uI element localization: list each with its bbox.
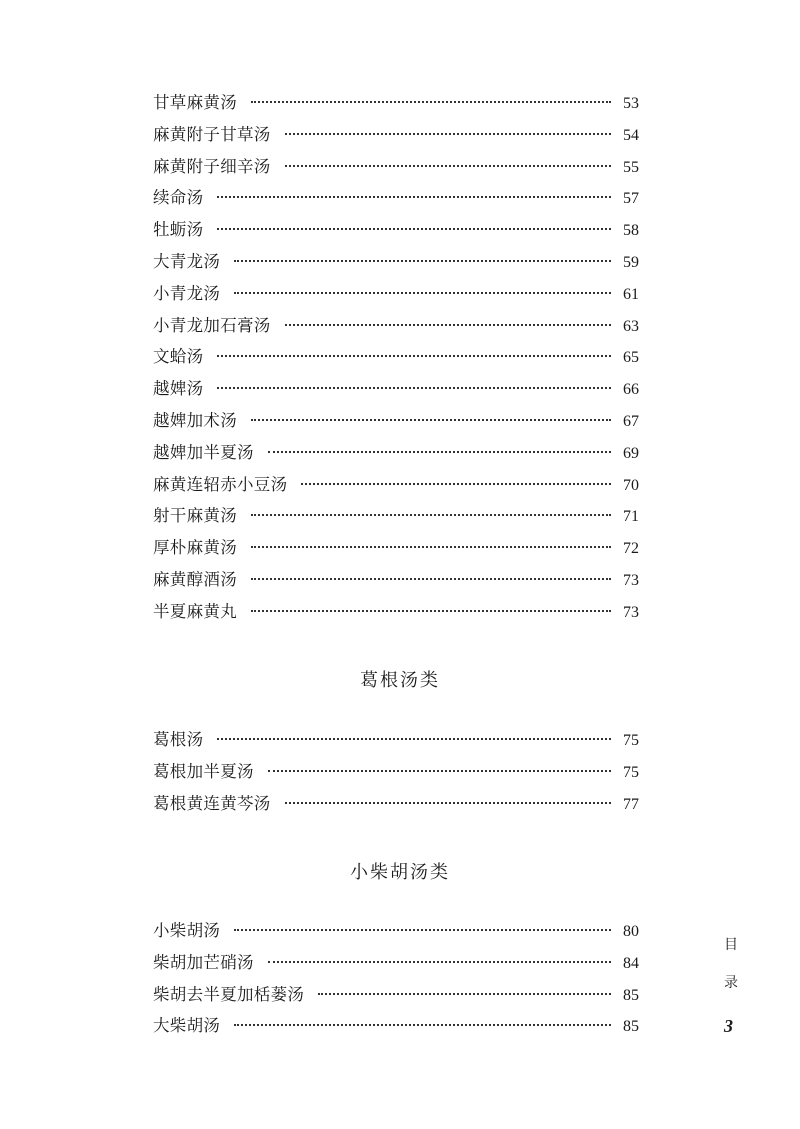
toc-entry[interactable]: [153, 469, 639, 501]
toc-entry-page: 69: [623, 444, 639, 462]
section-heading-xiaochaihu: 小柴胡汤类: [350, 862, 450, 883]
toc-entry-page: 54: [623, 126, 639, 144]
dot-leader: [234, 928, 611, 931]
toc-entry-title: 厚朴麻黄汤: [153, 538, 237, 558]
toc-entry-title: 甘草麻黄汤: [153, 93, 237, 112]
dot-leader: [217, 354, 611, 357]
toc-entry[interactable]: [153, 437, 639, 469]
dot-leader: [251, 577, 611, 580]
dot-leader: [217, 195, 611, 198]
section-heading-gegen: 葛根汤类: [360, 670, 440, 691]
toc-entry-page: 77: [623, 795, 639, 813]
toc-section-gegen: [153, 724, 639, 819]
toc-entry-title: 麻黄连轺赤小豆汤: [153, 474, 288, 494]
toc-entry-page: 73: [623, 571, 639, 589]
toc-entry-title: 越婢加术汤: [153, 410, 237, 430]
toc-entry-page: 55: [623, 158, 639, 176]
toc-entry-title: 半夏麻黄丸: [153, 601, 237, 621]
toc-entry-title: 小青龙汤: [153, 283, 221, 303]
toc-entry[interactable]: [153, 341, 639, 373]
toc-entry-title: 越婢汤: [153, 379, 204, 399]
toc-entry-page: 72: [623, 540, 639, 558]
toc-entry-title: 葛根加半夏汤: [153, 761, 254, 781]
toc-entry-title: 越婢加半夏汤: [153, 442, 254, 462]
dot-leader: [234, 291, 611, 294]
running-head-char-2: 录: [724, 975, 738, 991]
toc-entry-title: 大柴胡汤: [153, 1016, 221, 1036]
toc-entry-page: 66: [623, 381, 639, 399]
toc-entry[interactable]: [153, 119, 639, 151]
dot-leader: [285, 164, 611, 167]
dot-leader: [217, 386, 611, 389]
toc-entry-page: 65: [623, 349, 639, 367]
toc-entry-page: 57: [623, 190, 639, 208]
toc-entry[interactable]: [153, 756, 639, 788]
dot-leader: [251, 513, 611, 516]
toc-entry[interactable]: [153, 1010, 639, 1042]
dot-leader: [285, 801, 611, 804]
toc-entry-page: 53: [623, 95, 639, 112]
toc-entry-title: 大青龙汤: [153, 251, 221, 271]
toc-entry-page: 75: [623, 763, 639, 781]
toc-entry-title: 射干麻黄汤: [153, 506, 237, 526]
toc-entry-title: 小青龙加石膏汤: [153, 315, 271, 335]
toc-entry-page: 73: [623, 603, 639, 621]
dot-leader: [251, 545, 611, 548]
dot-leader: [234, 1023, 611, 1026]
toc-entry-page: 71: [623, 508, 639, 526]
page-number: 3: [724, 1016, 733, 1036]
toc-entry-title: 葛根黄连黄芩汤: [153, 793, 271, 813]
running-head-char-1: 目: [724, 937, 738, 953]
toc-entry-title: 续命汤: [153, 188, 204, 208]
toc-entry[interactable]: [153, 724, 639, 756]
toc-entry-page: 84: [623, 954, 639, 972]
dot-leader: [251, 418, 611, 421]
dot-leader: [268, 960, 611, 963]
toc-entry[interactable]: [153, 788, 639, 820]
toc-entry-page: 61: [623, 285, 639, 303]
toc-entry-page: 80: [623, 923, 639, 940]
toc-entry[interactable]: [153, 373, 639, 405]
dot-leader: [301, 482, 611, 485]
toc-entry[interactable]: [153, 596, 639, 628]
dot-leader: [285, 323, 611, 326]
toc-entry[interactable]: [153, 151, 639, 183]
toc-entry[interactable]: [153, 182, 639, 214]
dot-leader: [234, 259, 611, 262]
dot-leader: [318, 992, 611, 995]
toc-entry-title: 麻黄附子细辛汤: [153, 156, 271, 176]
toc-entry[interactable]: [153, 214, 639, 246]
toc-entry-title: 柴胡去半夏加栝蒌汤: [153, 984, 305, 1004]
toc-entry-title: 文蛤汤: [153, 347, 204, 367]
toc-entry-page: 70: [623, 476, 639, 494]
toc-entry-title: 麻黄醇酒汤: [153, 569, 237, 589]
toc-entry-title: 麻黄附子甘草汤: [153, 124, 271, 144]
toc-entry[interactable]: [153, 246, 639, 278]
dot-leader: [268, 769, 611, 772]
dot-leader: [217, 737, 611, 740]
toc-entry[interactable]: [153, 87, 639, 119]
toc-entry[interactable]: [153, 947, 639, 979]
toc-section-xiaochaihu: [153, 915, 639, 1042]
dot-leader: [268, 450, 611, 453]
toc-entry[interactable]: [153, 532, 639, 564]
toc-entry-page: 85: [623, 1018, 639, 1036]
toc-entry[interactable]: [153, 564, 639, 596]
toc-entry-page: 67: [623, 412, 639, 430]
toc-entry[interactable]: [153, 500, 639, 532]
toc-entry[interactable]: [153, 310, 639, 342]
toc-entry[interactable]: [153, 278, 639, 310]
dot-leader: [251, 100, 611, 103]
toc-section-mahuang: [153, 87, 639, 628]
toc-entry-page: 63: [623, 317, 639, 335]
toc-entry-title: 柴胡加芒硝汤: [153, 952, 254, 972]
toc-entry-page: 85: [623, 986, 639, 1004]
toc-entry-title: 牡蛎汤: [153, 220, 204, 240]
toc-entry[interactable]: [153, 979, 639, 1011]
toc-entry[interactable]: [153, 915, 639, 947]
toc-entry-page: 75: [623, 732, 639, 749]
toc-entry-title: 葛根汤: [153, 730, 204, 749]
toc-entry-page: 58: [623, 222, 639, 240]
toc-entry-title: 小柴胡汤: [153, 921, 221, 940]
dot-leader: [285, 132, 611, 135]
dot-leader: [217, 227, 611, 230]
dot-leader: [251, 609, 611, 612]
toc-entry[interactable]: [153, 405, 639, 437]
toc-entry-page: 59: [623, 253, 639, 271]
